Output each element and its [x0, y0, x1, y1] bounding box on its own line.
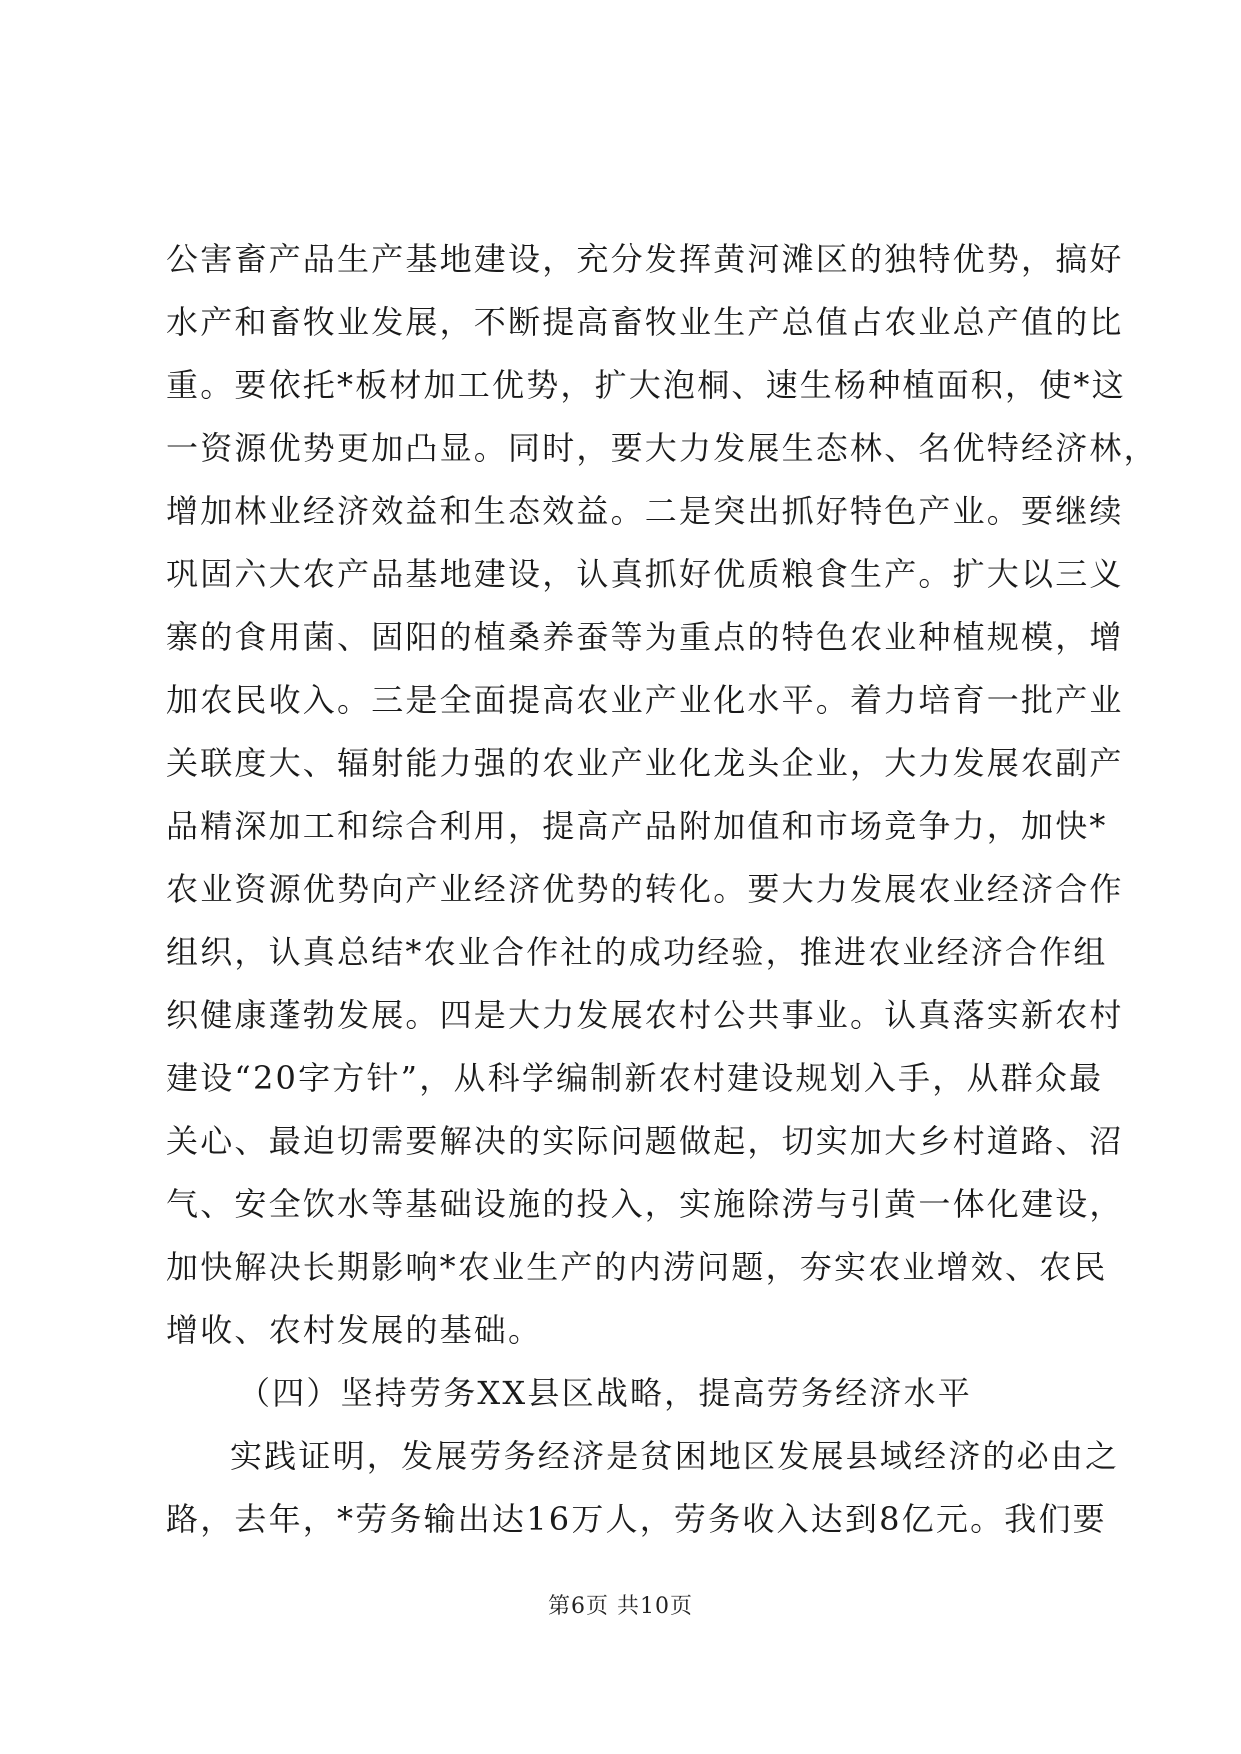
text-line: 路，去年，*劳务输出达16万人，劳务收入达到8亿元。我们要 [166, 1500, 1107, 1538]
text-line: 关联度大、辐射能力强的农业产业化龙头企业，大力发展农副产 [166, 744, 1124, 782]
document-body [166, 228, 1158, 1551]
text-line: 农业资源优势向产业经济优势的转化。要大力发展农业经济合作 [166, 870, 1124, 908]
text-line: 一资源优势更加凸显。同时，要大力发展生态林、名优特经济林， [166, 429, 1158, 467]
page-number-footer: 第6页 共10页 [548, 1594, 693, 1619]
text-line: 增加林业经济效益和生态效益。二是突出抓好特色产业。要继续 [166, 492, 1124, 530]
text-line: 加农民收入。三是全面提高农业产业化水平。着力培育一批产业 [166, 681, 1124, 719]
text-line: 公害畜产品生产基地建设，充分发挥黄河滩区的独特优势，搞好 [166, 240, 1124, 278]
text-line: 品精深加工和综合利用，提高产品附加值和市场竞争力，加快* [166, 807, 1108, 845]
text-line: 织健康蓬勃发展。四是大力发展农村公共事业。认真落实新农村 [166, 996, 1124, 1034]
text-line: 关心、最迫切需要解决的实际问题做起，切实加大乡村道路、沼 [166, 1122, 1124, 1160]
text-line: 巩固六大农产品基地建设，认真抓好优质粮食生产。扩大以三义 [166, 555, 1124, 593]
text-line: 建设“20字方针”，从科学编制新农村建设规划入手，从群众最 [166, 1059, 1104, 1097]
text-line: 水产和畜牧业发展，不断提高畜牧业生产总值占农业总产值的比 [166, 303, 1124, 341]
text-line: 增收、农村发展的基础。 [166, 1311, 543, 1349]
text-line: 寨的食用菌、固阳的植桑养蚕等为重点的特色农业种植规模，增 [166, 618, 1124, 656]
text-line: 重。要依托*板材加工优势，扩大泡桐、速生杨种植面积，使*这 [166, 366, 1126, 404]
text-line: 组织，认真总结*农业合作社的成功经验，推进农业经济合作组 [166, 933, 1108, 971]
text-line: 气、安全饮水等基础设施的投入，实施除涝与引黄一体化建设， [166, 1185, 1124, 1223]
text-line: 实践证明，发展劳务经济是贫困地区发展县域经济的必由之 [230, 1437, 1120, 1475]
text-line: 加快解决长期影响*农业生产的内涝问题，夯实农业增效、农民 [166, 1248, 1108, 1286]
section-heading: （四）坚持劳务XX县区战略，提高劳务经济水平 [238, 1374, 972, 1412]
